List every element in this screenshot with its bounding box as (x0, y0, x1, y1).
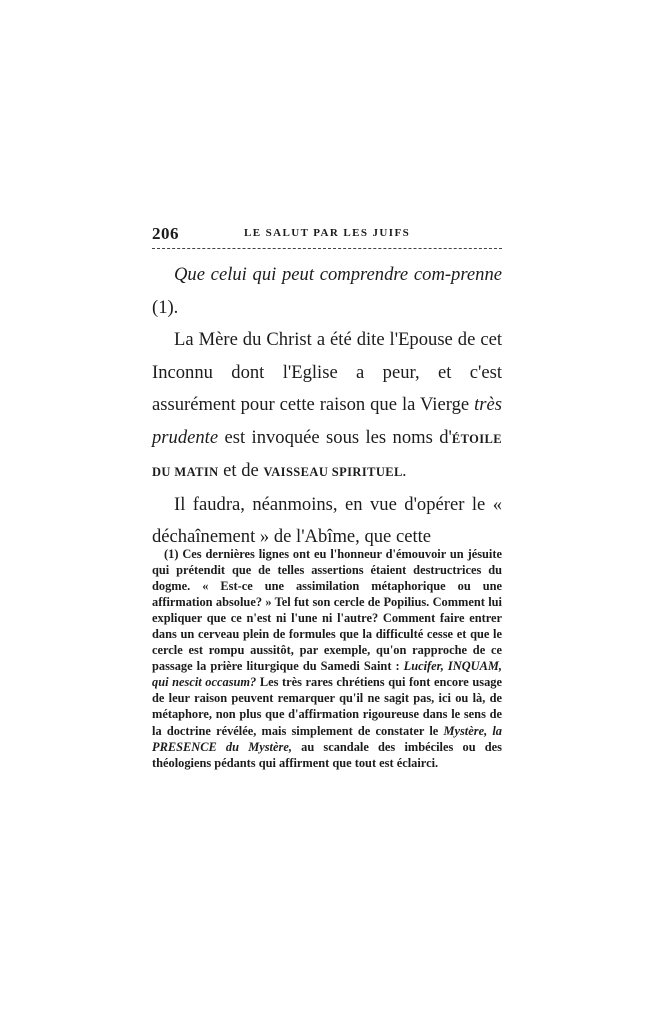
small-caps-etoile: ÉTOILE DU MATIN (152, 431, 502, 479)
paragraph-2-text-b: est invoquée sous les noms d' (218, 426, 452, 448)
small-caps-vaisseau: VAISSEAU SPIRITUEL. (263, 465, 407, 479)
italic-quote: Que celui qui peut comprendre com-prenne (174, 264, 502, 285)
footnote-italic-mystere: Mystère, la PRESENCE du Mystère, (152, 723, 502, 754)
italic-phrase: très prudente (152, 394, 502, 448)
footnote-text (152, 546, 502, 771)
main-text (152, 259, 502, 554)
footnote (152, 546, 502, 771)
footnote-text-c: au scandale des imbéciles ou des théologiens pédants qui affirment que tout est éclairci. (152, 739, 503, 770)
footnote-text-a: (1) Ces dernières lignes ont eu l'honneur d'émouvoir un jésuite qui prétendit que de telles assertions étaient destructrices du dogme. « Est-ce une assimilation métaphorique ou une affirmation absolue? » Tel fut son cercle de Popilius. Comment lui expliquer que ce n'est ni l'une ni l'autre? Comment faire entrer dans un cerveau plein de formules que la difficulté cesse et que le cercle est rompu aussitôt, par exemple, qu'on rapproche de ce passage la prière liturgique du Samedi Saint : (152, 547, 502, 674)
paragraph-1 (152, 259, 502, 324)
paragraph-2-text-a: La Mère du Christ a été dite l'Epouse de cet Inconnu dont l'Eglise a peur, et c'est assurément pour cette raison que la Vierge (152, 329, 502, 415)
page-number: 206 (152, 224, 179, 243)
page-header (152, 224, 502, 249)
paragraph-2-text-c: et de (218, 460, 264, 481)
paragraph-2 (152, 324, 502, 489)
footnote-italic-latin: Lucifer, INQUAM, qui nescit occasum? (152, 659, 502, 690)
paragraph-3: Il faudra, néanmoins, en vue d'opérer le « déchaînement » de l'Abîme, que cette (152, 493, 502, 547)
footnote-text-b: Les très rares chrétiens qui font encore usage de leur raison peuvent remarquer qu'il ne sagit pas, ici ou là, de métaphore, non plus que d'affirmation rigoureuse dans le sens de la doctrine révélée, mais simplement de constater le (152, 675, 502, 738)
running-title: LE SALUT PAR LES JUIFS (244, 227, 411, 239)
footnote-ref: (1). (152, 296, 179, 318)
